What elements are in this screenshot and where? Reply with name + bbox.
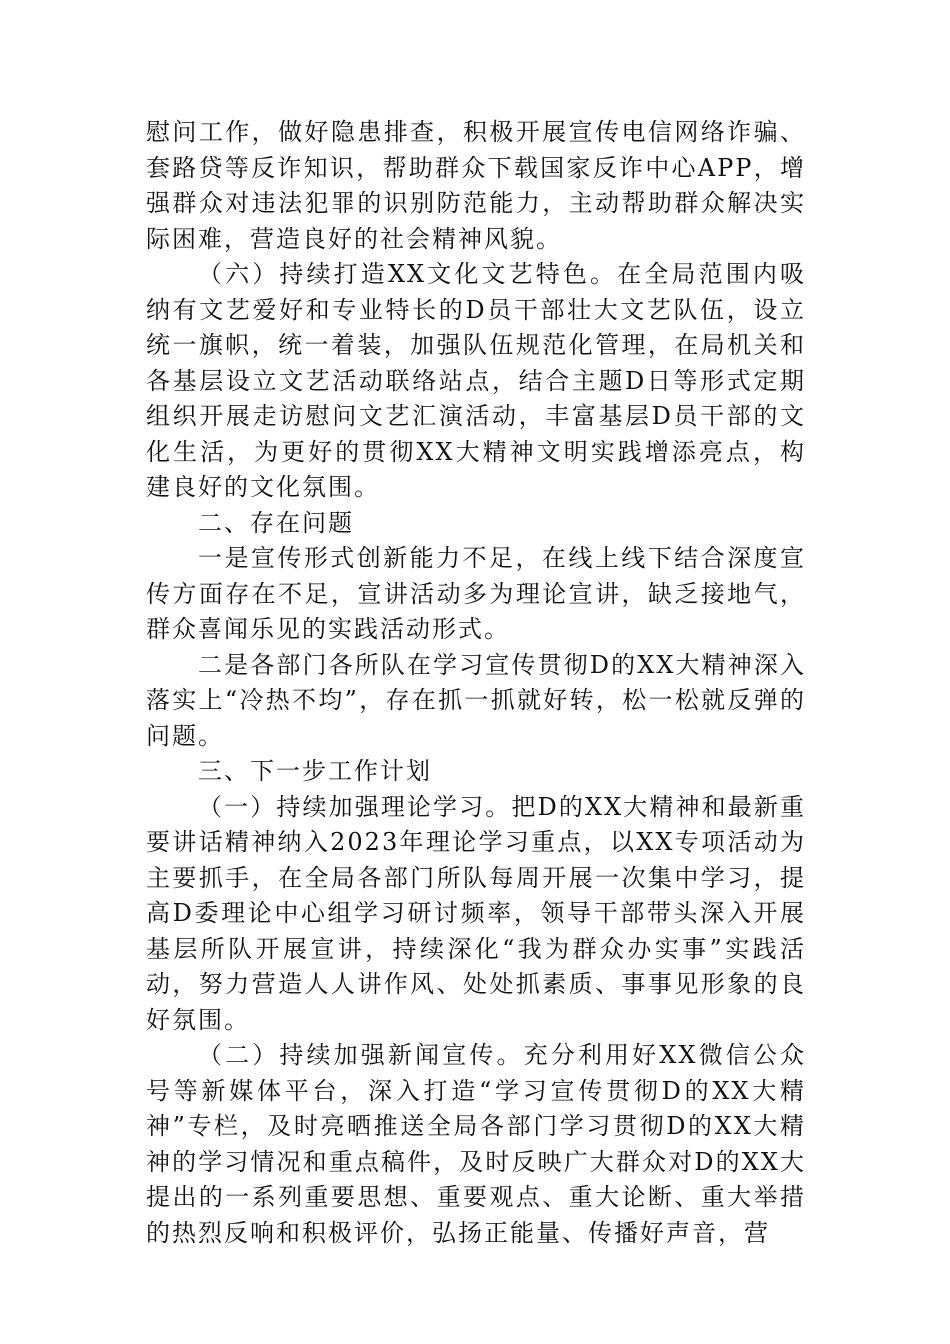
paragraph-plan-news-publicity: （二）持续加强新闻宣传。充分利用好XX微信公众号等新媒体平台，深入打造“学习宣传贯彻D的XX大精神”专栏，及时亮晒推送全局各部门学习贯彻D的XX大精神的学习情况和重点稿件，及时反映广大群众对D的XX大提出的一系列重要思想、重要观点、重大论断、重大举措的热烈反响和积极评价，弘扬正能量、传播好声音，营 <box>146 1041 806 1247</box>
paragraph-problem-one: 一是宣传形式创新能力不足，在线上线下结合深度宣传方面存在不足，宣讲活动多为理论宣讲，缺乏接地气，群众喜闻乐见的实践活动形式。 <box>146 544 806 643</box>
paragraph-continuation: 慰问工作，做好隐患排查，积极开展宣传电信网络诈骗、套路贷等反诈知识，帮助群众下载国家反诈中心APP，增强群众对违法犯罪的识别防范能力，主动帮助群众解决实际困难，营造良好的社会精神风貌。 <box>146 118 806 253</box>
paragraph-problem-two: 二是各部门各所队在学习宣传贯彻D的XX大精神深入落实上“冷热不均”，存在抓一抓就好转，松一松就反弹的问题。 <box>146 650 806 750</box>
document-body <box>146 115 806 1251</box>
paragraph-culture-arts: （六）持续打造XX文化文艺特色。在全局范围内吸纳有文艺爱好和专业特长的D员干部壮大文艺队伍，设立统一旗帜，统一着装，加强队伍规范化管理，在局机关和各基层设立文艺活动联络站点，结合主题D日等形式定期组织开展走访慰问文艺汇演活动，丰富基层D员干部的文化生活，为更好的贯彻XX大精神文明实践增添亮点，构建良好的文化氛围。 <box>146 260 806 501</box>
section-heading-problems: 二、存在问题 <box>198 508 354 537</box>
section-heading-next-plan: 三、下一步工作计划 <box>198 757 432 785</box>
paragraph-plan-theory-study: （一）持续加强理论学习。把D的XX大精神和最新重要讲话精神纳入2023年理论学习重点，以XX专项活动为主要抓手，在全局各部门所队每周开展一次集中学习，提高D委理论中心组学习研讨频率，领导干部带头深入开展基层所队开展宣讲，持续深化“我为群众办实事”实践活动，努力营造人人讲作风、处处抓素质、事事见形象的良好氛围。 <box>146 792 806 1034</box>
